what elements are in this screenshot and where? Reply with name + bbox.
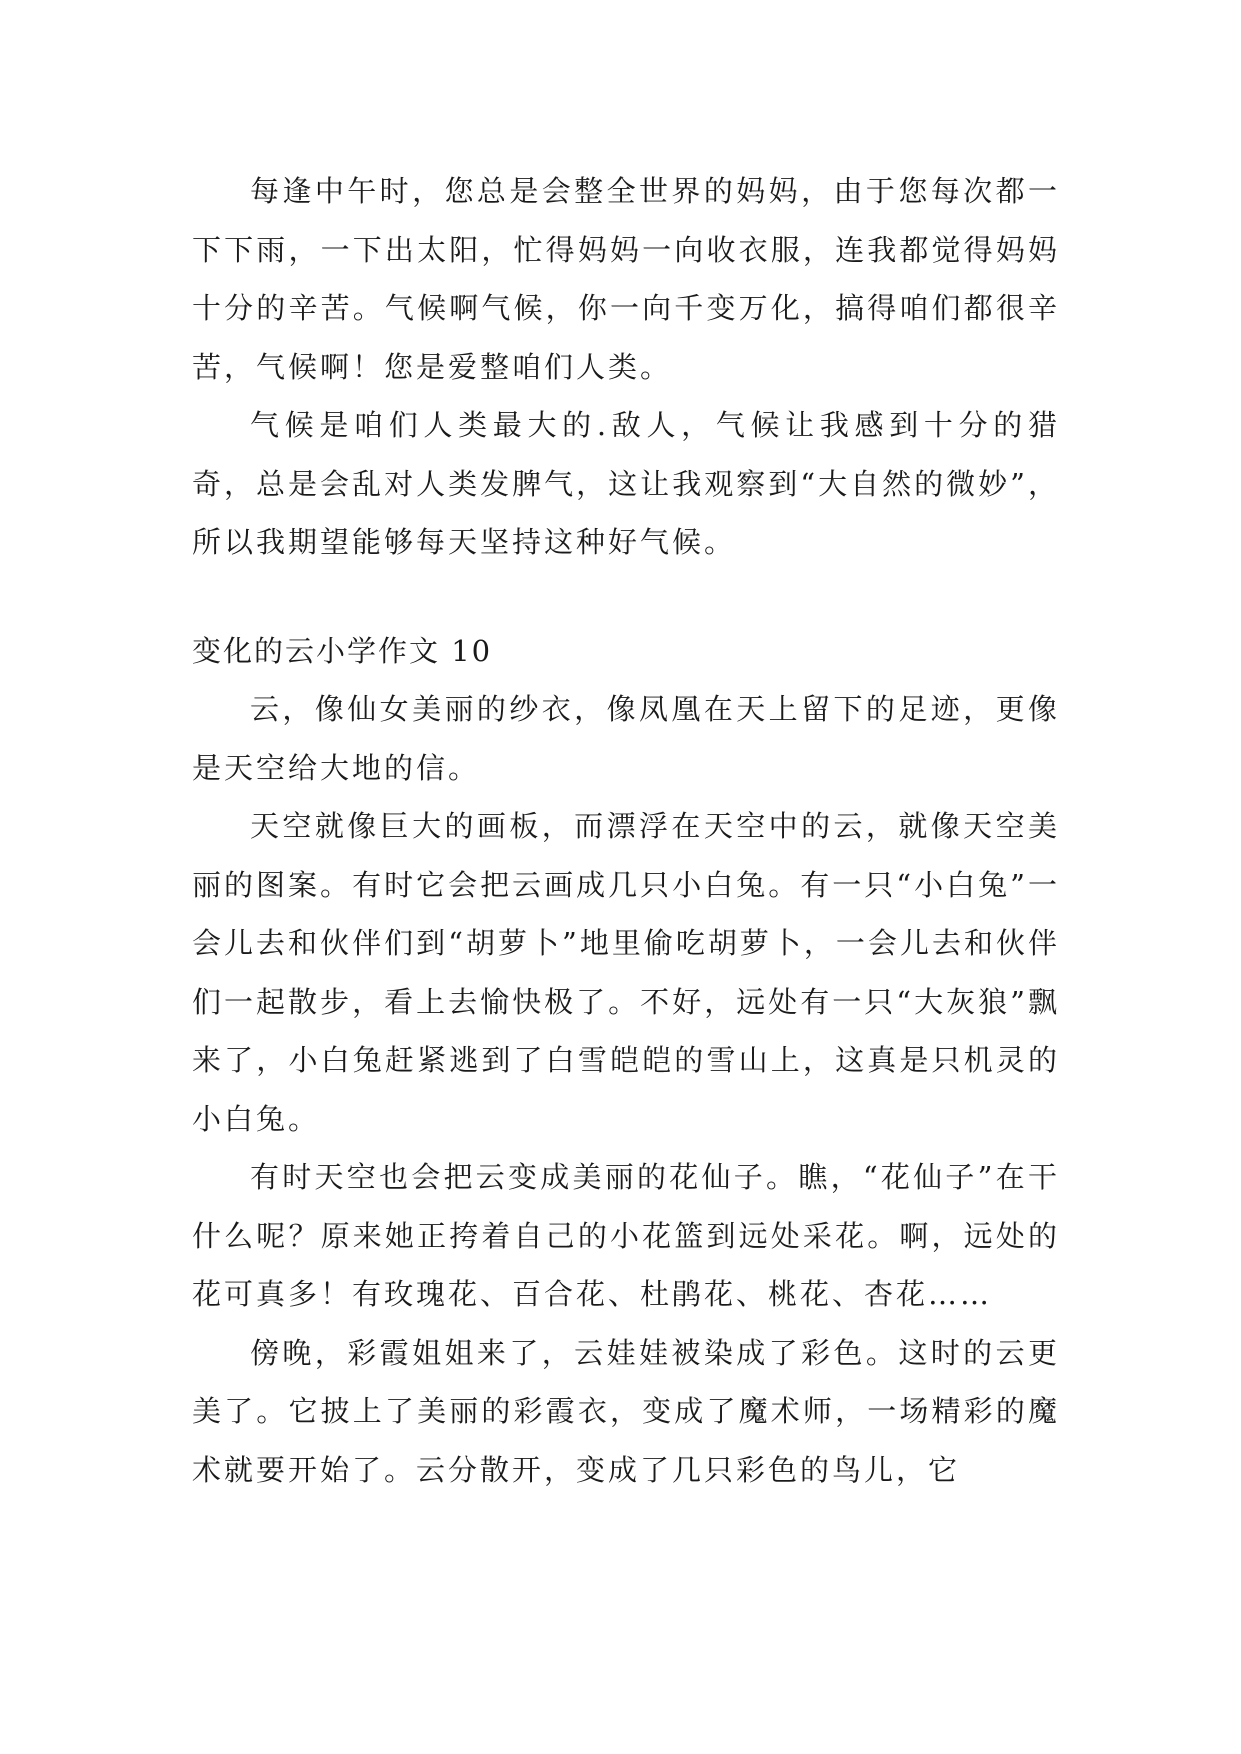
paragraph-white-rabbit: 天空就像巨大的画板，而漂浮在天空中的云，就像天空美丽的图案。有时它会把云画成几只小白兔。有一只“小白兔”一会儿去和伙伴们到“胡萝卜”地里偷吃胡萝卜，一会儿去和伙伴们一起散步，看上去愉快极了。不好，远处有一只“大灰狼”飘来了，小白兔赶紧逃到了白雪皑皑的雪山上，这真是只机灵的小白兔。 [192,809,1060,1136]
paragraph-flower-fairy: 有时天空也会把云变成美丽的花仙子。瞧，“花仙子”在干什么呢？原来她正挎着自己的小花篮到远处采花。啊，远处的花可真多！有玫瑰花、百合花、杜鹃花、桃花、杏花…… [192,1160,1060,1311]
paragraph-midday-weather: 每逢中午时，您总是会整全世界的妈妈，由于您每次都一下下雨，一下出太阳，忙得妈妈一向收衣服，连我都觉得妈妈十分的辛苦。气候啊气候，你一向千变万化，搞得咱们都很辛苦，气候啊！您是爱整咱们人类。 [192,174,1060,384]
paragraph-evening-magic: 傍晚，彩霞姐姐来了，云娃娃被染成了彩色。这时的云更美了。它披上了美丽的彩霞衣，变成了魔术师，一场精彩的魔术就要开始了。云分散开，变成了几只彩色的鸟儿，它 [192,1335,1060,1487]
paragraph-weather-enemy: 气候是咱们人类最大的.敌人，气候让我感到十分的猎奇，总是会乱对人类发脾气，这让我观察到“大自然的微妙”，所以我期望能够每天坚持这种好气候。 [192,408,1060,559]
section-title: 变化的云小学作文 10 [192,633,493,668]
document-body [192,162,1060,1499]
paragraph-cloud-intro: 云，像仙女美丽的纱衣，像凤凰在天上留下的足迹，更像是天空给大地的信。 [192,692,1060,785]
